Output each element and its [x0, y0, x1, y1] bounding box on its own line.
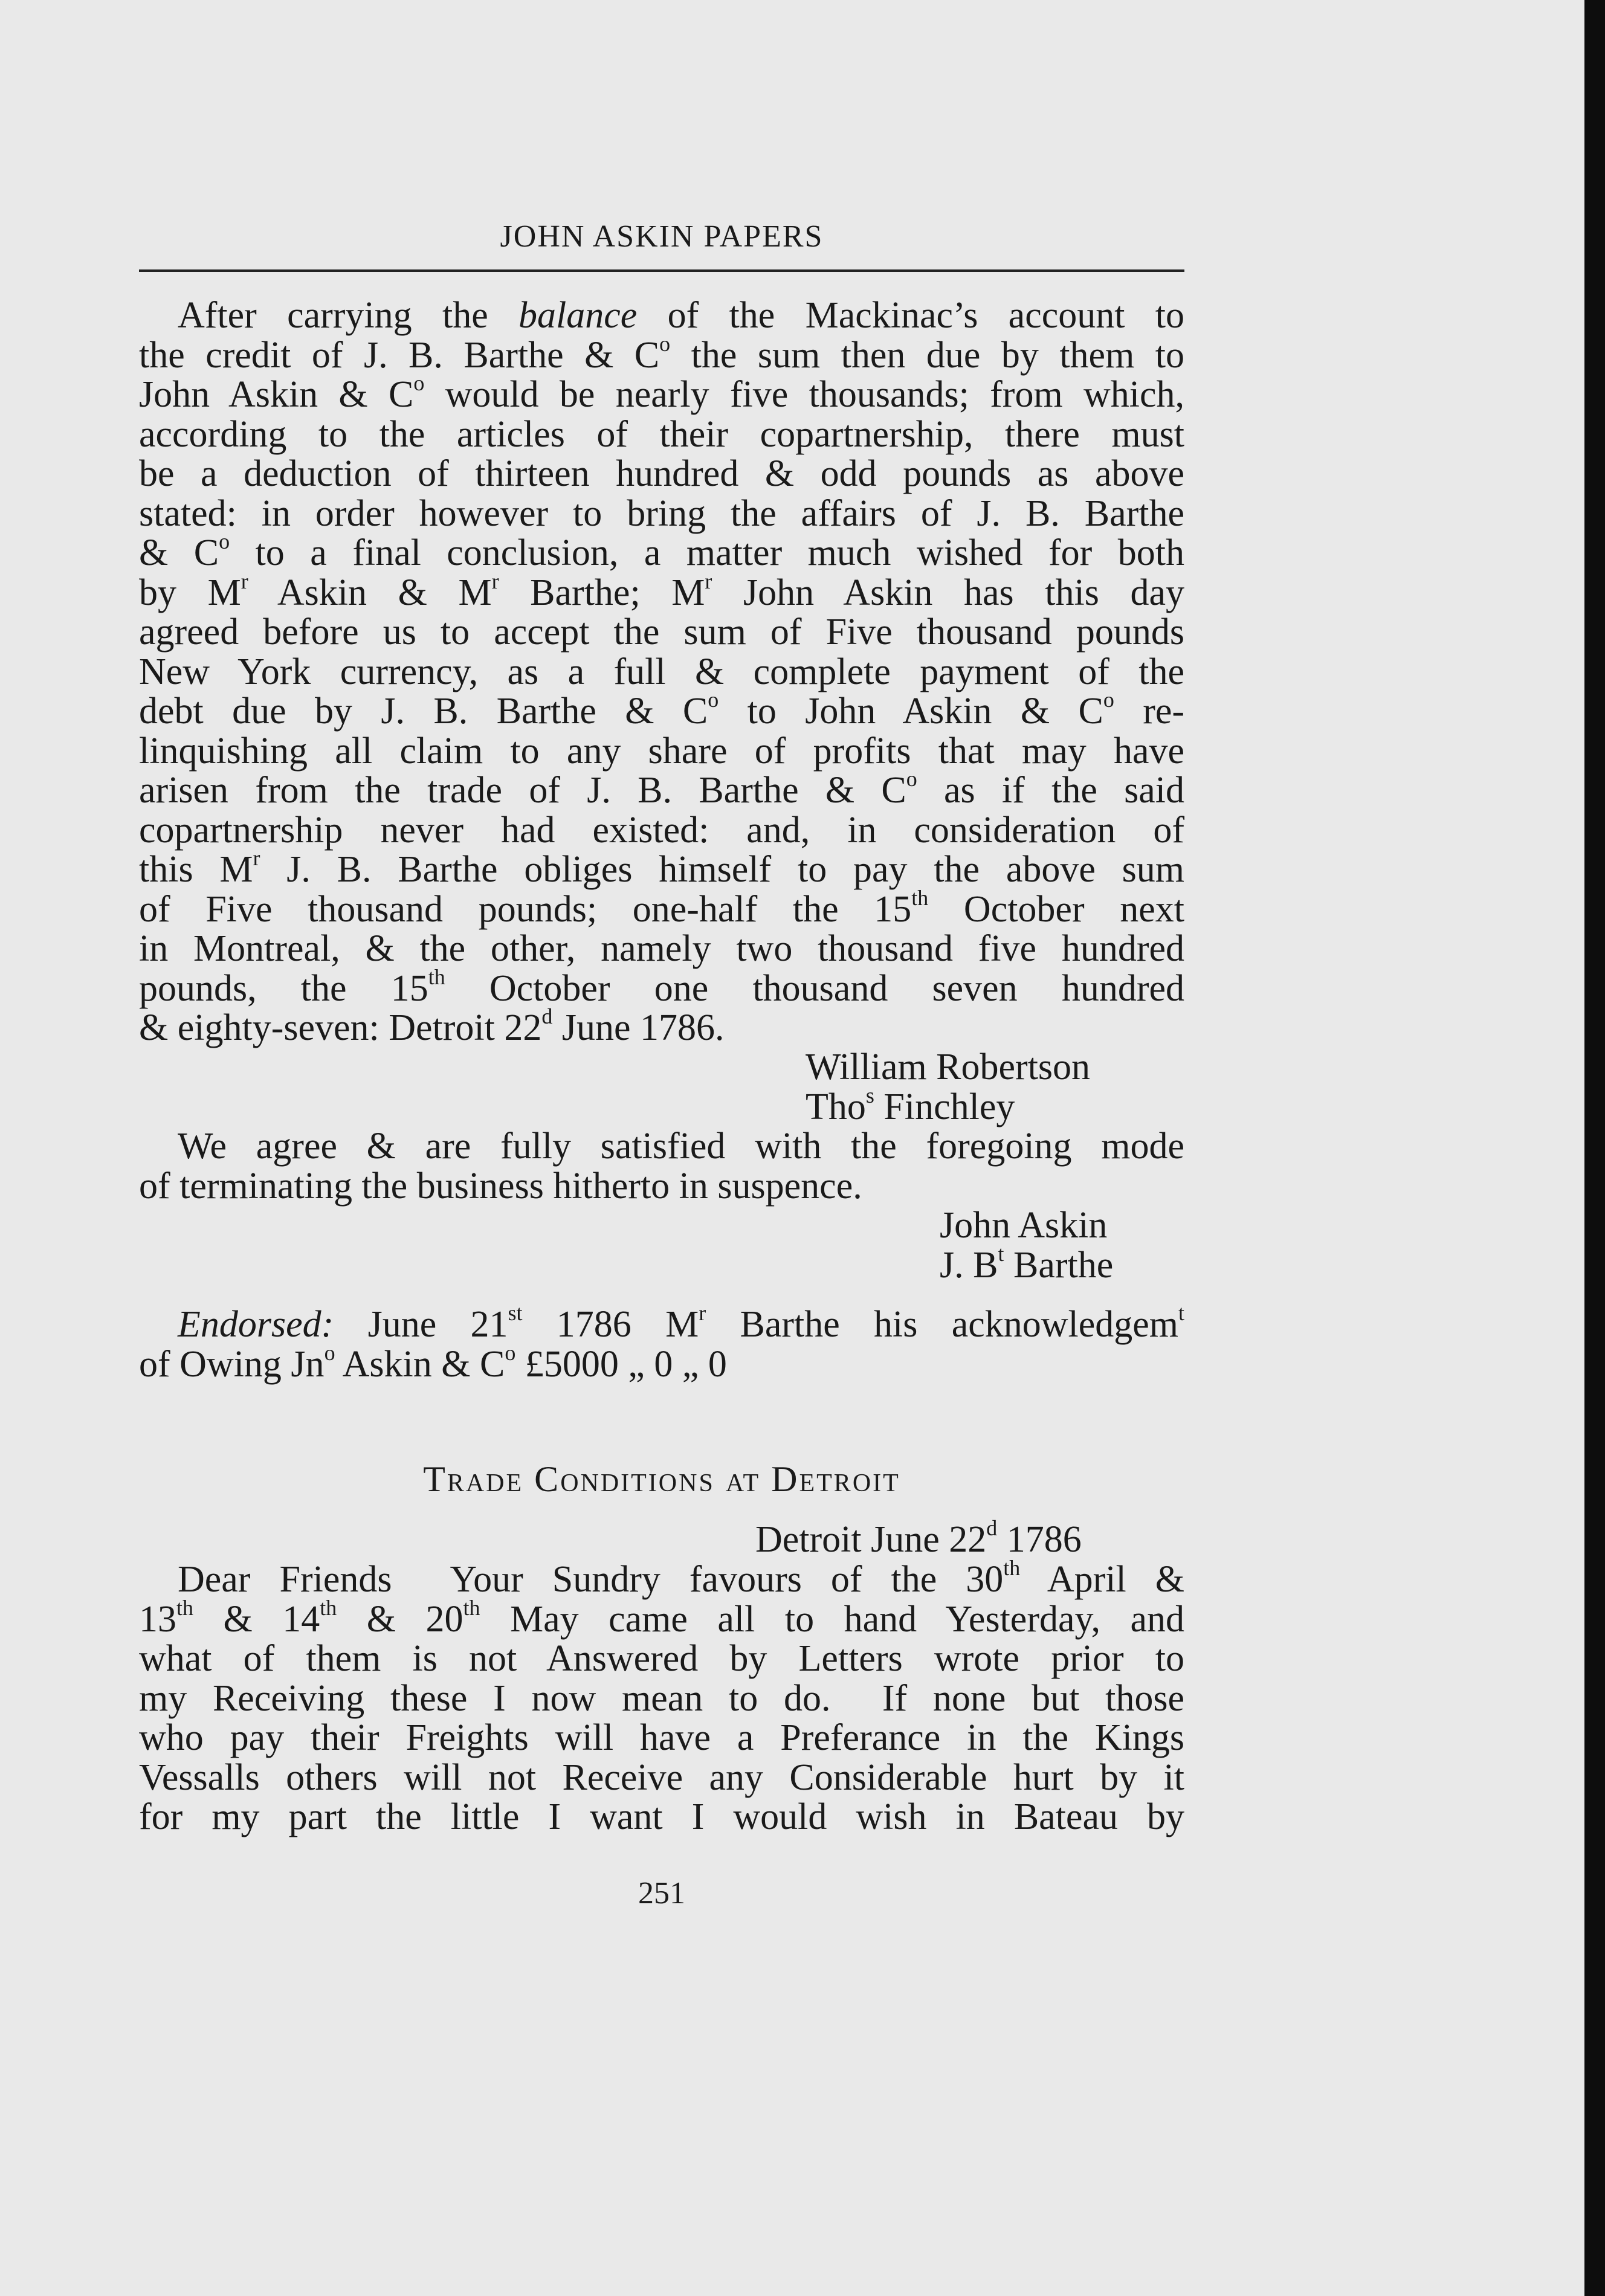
text-line: New York currency, as a full & complete payment of the: [139, 651, 1184, 692]
letter-body: [139, 1556, 1184, 1837]
text-line: Dear Friends Your Sundry favours of the 30th April &: [178, 1556, 1184, 1600]
letter-dateline: Detroit June 22$^d$ 1786: [755, 1516, 1082, 1560]
text-line: this $M^r$ J. B. Barthe obliges himself to pay the above sum: [139, 846, 1184, 890]
text-line: copartnership never had existed: and, in consideration of: [139, 809, 1184, 851]
text-line: linquishing all claim to any share of profits that may have: [139, 730, 1184, 772]
text-line: 13th & 14th & 20th May came all to hand Yesterday, and: [139, 1595, 1184, 1640]
text-line: debt due by J. B. Barthe & $C^o$ to John Askin & $C^o$ re-: [139, 688, 1185, 732]
text-line: my Receiving these I now mean to do. If none but those: [139, 1677, 1184, 1719]
text-line: & eighty-seven: Detroit 22$^d$ June 1786.: [139, 1004, 725, 1048]
endorsed-label: Endorsed:: [178, 1304, 334, 1345]
endorsement-line-2: of Owing Jn$^o$ Askin & $C^o$ £5000 „ 0 „ 0: [139, 1340, 727, 1385]
running-head: JOHN ASKIN PAPERS: [500, 219, 824, 254]
page-number: 251: [638, 1876, 685, 1911]
text-line: for my part the little I want I would wish in Bateau by: [139, 1796, 1184, 1837]
confirmation-paragraph: [139, 1127, 1184, 1206]
text-line: arisen from the trade of J. B. Barthe & $C^o$ as if the said: [139, 767, 1184, 811]
text-line: We agree & are fully satisfied with the foregoing mode: [178, 1126, 1184, 1167]
witness-signatures: [139, 1048, 1184, 1127]
text-line: Vessalls others will not Receive any Considerable hurt by it: [139, 1756, 1184, 1798]
scan-edge: [1584, 0, 1605, 2296]
signature-jb-barthe: J. $B^t$ Barthe: [940, 1241, 1114, 1286]
text-line: be a deduction of thirteen hundred & odd pounds as above: [139, 453, 1184, 494]
text-line: [139, 296, 1184, 336]
text-line: of terminating the business hitherto in suspence.: [139, 1165, 862, 1207]
signature-william-robertson: William Robertson: [806, 1046, 1091, 1088]
text-line: stated: in order however to bring the affairs of J. B. Barthe: [139, 492, 1184, 534]
endorsement: [139, 1301, 1184, 1385]
text-line: who pay their Freights will have a Preferance in the Kings: [139, 1717, 1184, 1758]
text-line: & $C^o$ to a final conclusion, a matter much wished for both: [139, 529, 1184, 573]
section-title: Trade Conditions at Detroit: [423, 1459, 900, 1499]
text-line: John Askin & $C^o$ would be nearly five thousands; from which,: [139, 371, 1184, 415]
line-text-a: After carrying the: [178, 295, 519, 336]
text-line: what of them is not Answered by Letters wrote prior to: [139, 1638, 1184, 1679]
text-line: the credit of J. B. Barthe & $C^o$ the sum then due by them to: [139, 331, 1184, 376]
text-line: in Montreal, & the other, namely two thousand five hundred: [139, 928, 1184, 969]
endorsement-line-1: Endorsed: June 21st 1786 $M^r$ Barthe his acknowledgem$^t$: [178, 1301, 1184, 1345]
text-line: of Five thousand pounds; one-half the 15th October next: [139, 885, 1184, 930]
text-line: pounds, the 15th October one thousand seven hundred: [139, 964, 1185, 1009]
emphasis-balance: balance: [518, 295, 638, 336]
line-text-b: of the Mackinac’s account to: [637, 295, 1184, 336]
agreement-paragraph: [139, 296, 1184, 1048]
signature-john-askin: John Askin: [940, 1205, 1108, 1246]
party-signatures: [139, 1206, 1184, 1285]
letter-dateline-block: [139, 1516, 1184, 1560]
signature-thos-finchley: Tho$^s$ Finchley: [806, 1083, 1015, 1127]
header-rule: [139, 269, 1184, 272]
text-line: agreed before us to accept the sum of Five thousand pounds: [139, 611, 1184, 653]
text-line: by $M^r$ Askin & $M^r$ Barthe; $M^r$ John Askin has this day: [139, 569, 1184, 613]
text-line: according to the articles of their copartnership, there must: [139, 413, 1184, 455]
